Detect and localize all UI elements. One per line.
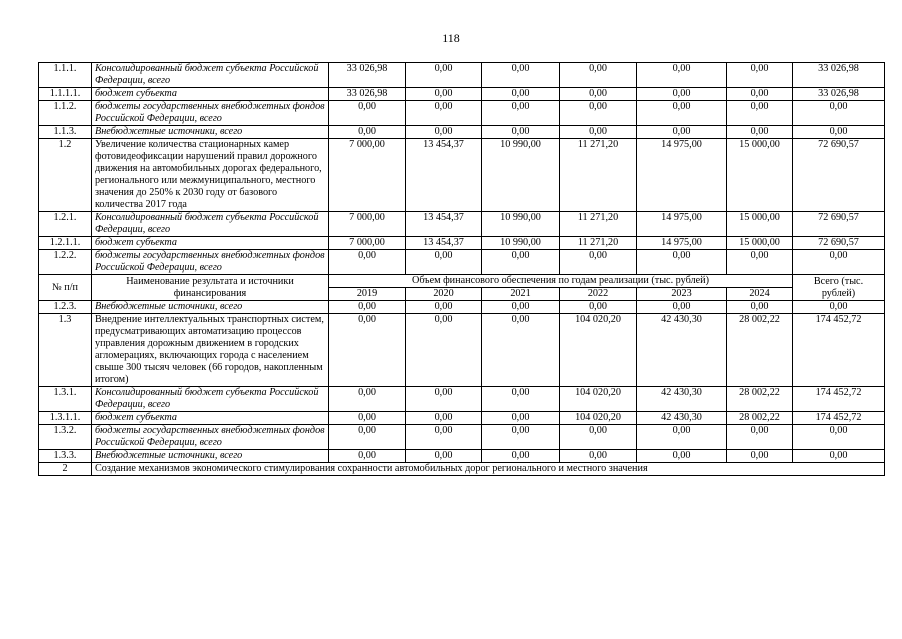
- row-value: 0,00: [406, 101, 482, 126]
- row-value: 13 454,37: [406, 237, 482, 250]
- row-value: 0,00: [406, 301, 482, 314]
- row-value: 42 430,30: [637, 314, 727, 387]
- header-num: № п/п: [39, 275, 92, 301]
- row-value: 0,00: [637, 101, 727, 126]
- row-value: 33 026,98: [329, 88, 406, 101]
- row-value: 0,00: [329, 425, 406, 450]
- row-value: 0,00: [637, 301, 727, 314]
- header-row-1: [39, 275, 885, 288]
- row-name: бюджет субъекта: [92, 412, 329, 425]
- header-volume: Объем финансового обеспечения по годам реализации (тыс. рублей): [329, 275, 793, 288]
- row-value: 13 454,37: [406, 212, 482, 237]
- row-value: 0,00: [482, 101, 560, 126]
- row-number: 1.1.1.1.: [39, 88, 92, 101]
- row-value: 0,00: [560, 250, 637, 275]
- row-number: 1.2.1.: [39, 212, 92, 237]
- page-number: 118: [442, 31, 460, 45]
- row-value: 0,00: [727, 126, 793, 139]
- table-row: [39, 63, 885, 88]
- row-value: 15 000,00: [727, 237, 793, 250]
- row-name: бюджеты государственных внебюджетных фондов Российской Федерации, всего: [92, 101, 329, 126]
- row-total: 0,00: [793, 250, 885, 275]
- row-value: 28 002,22: [727, 387, 793, 412]
- row-total: 174 452,72: [793, 314, 885, 387]
- row-value: 0,00: [329, 126, 406, 139]
- row-value: 0,00: [482, 63, 560, 88]
- table-row: [39, 412, 885, 425]
- row-value: 0,00: [727, 88, 793, 101]
- row-value: 0,00: [406, 412, 482, 425]
- row-value: 0,00: [406, 63, 482, 88]
- row-value: 0,00: [406, 250, 482, 275]
- row-value: 0,00: [727, 450, 793, 463]
- row-total: 0,00: [793, 425, 885, 450]
- row-value: 10 990,00: [482, 237, 560, 250]
- row-total: 174 452,72: [793, 412, 885, 425]
- row-number: 1.1.3.: [39, 126, 92, 139]
- row-name: Внебюджетные источники, всего: [92, 450, 329, 463]
- table-row: [39, 212, 885, 237]
- header-year: 2024: [727, 288, 793, 301]
- row-value: 0,00: [727, 301, 793, 314]
- row-name: бюджет субъекта: [92, 237, 329, 250]
- row-value: 0,00: [329, 314, 406, 387]
- row-value: 0,00: [560, 301, 637, 314]
- row-value: 7 000,00: [329, 237, 406, 250]
- table-body-bottom: [39, 301, 885, 463]
- row-total: 33 026,98: [793, 63, 885, 88]
- row-total: 0,00: [793, 450, 885, 463]
- row-value: 11 271,20: [560, 212, 637, 237]
- row-value: 104 020,20: [560, 412, 637, 425]
- row-value: 0,00: [406, 387, 482, 412]
- row-number: 1.1.1.: [39, 63, 92, 88]
- table-row: [39, 101, 885, 126]
- header-year: 2023: [637, 288, 727, 301]
- row-name: Консолидированный бюджет субъекта Российской Федерации, всего: [92, 212, 329, 237]
- row-value: 14 975,00: [637, 212, 727, 237]
- table-row: [39, 314, 885, 387]
- row-name: Консолидированный бюджет субъекта Российской Федерации, всего: [92, 63, 329, 88]
- row-value: 0,00: [560, 126, 637, 139]
- table-row: [39, 387, 885, 412]
- table-row: [39, 301, 885, 314]
- row-value: 14 975,00: [637, 237, 727, 250]
- row-name: Увеличение количества стационарных камер фотовидеофиксации нарушений правил дорожного движения на автомобильных дорогах федерального, регионального или межмуниципального, местного значения до 250% к 2030 году от базового количества 2017 года: [92, 139, 329, 212]
- row-number: 1.2.3.: [39, 301, 92, 314]
- row-number: 1.3.1.1.: [39, 412, 92, 425]
- row-value: 0,00: [329, 250, 406, 275]
- row-value: 0,00: [406, 425, 482, 450]
- row-name: бюджеты государственных внебюджетных фондов Российской Федерации, всего: [92, 425, 329, 450]
- row-value: 0,00: [482, 450, 560, 463]
- row-value: 0,00: [329, 301, 406, 314]
- row-name: бюджет субъекта: [92, 88, 329, 101]
- row-value: 7 000,00: [329, 139, 406, 212]
- row-value: 15 000,00: [727, 139, 793, 212]
- row-name: Внедрение интеллектуальных транспортных систем, предусматривающих автоматизацию процессов управления дорожным движением в городских агломерациях, включающих города с населением свыше 300 тысяч человек (66 городов, накопленным итогом): [92, 314, 329, 387]
- row-value: 0,00: [406, 450, 482, 463]
- row-value: 0,00: [482, 387, 560, 412]
- row-number: 1.3.2.: [39, 425, 92, 450]
- table-header: [39, 275, 885, 301]
- row-total: 174 452,72: [793, 387, 885, 412]
- row-value: 0,00: [482, 88, 560, 101]
- row-value: 0,00: [637, 250, 727, 275]
- row-value: 0,00: [727, 101, 793, 126]
- row-number: 1.1.2.: [39, 101, 92, 126]
- row-number: 1.3: [39, 314, 92, 387]
- row-value: 104 020,20: [560, 387, 637, 412]
- row-number: 1.2.1.1.: [39, 237, 92, 250]
- row-total: 33 026,98: [793, 88, 885, 101]
- section-row: [39, 463, 885, 476]
- row-value: 0,00: [482, 412, 560, 425]
- row-name: бюджеты государственных внебюджетных фондов Российской Федерации, всего: [92, 250, 329, 275]
- row-value: 0,00: [727, 425, 793, 450]
- row-value: 0,00: [329, 412, 406, 425]
- row-value: 0,00: [560, 101, 637, 126]
- section-title: Создание механизмов экономического стимулирования сохранности автомобильных дорог регионального и местного значения: [92, 463, 885, 476]
- table-row: [39, 139, 885, 212]
- row-number: 1.3.3.: [39, 450, 92, 463]
- table-body-top: [39, 63, 885, 275]
- header-year: 2021: [482, 288, 560, 301]
- header-name: Наименование результата и источники финансирования: [92, 275, 329, 301]
- row-value: 42 430,30: [637, 387, 727, 412]
- row-value: 33 026,98: [329, 63, 406, 88]
- row-value: 0,00: [406, 126, 482, 139]
- row-value: 0,00: [329, 101, 406, 126]
- header-year: 2019: [329, 288, 406, 301]
- row-value: 28 002,22: [727, 412, 793, 425]
- row-value: 0,00: [482, 314, 560, 387]
- table-row: [39, 450, 885, 463]
- row-value: 7 000,00: [329, 212, 406, 237]
- row-value: 0,00: [637, 63, 727, 88]
- row-total: 72 690,57: [793, 237, 885, 250]
- table-row: [39, 425, 885, 450]
- row-total: 72 690,57: [793, 212, 885, 237]
- row-value: 104 020,20: [560, 314, 637, 387]
- row-value: 13 454,37: [406, 139, 482, 212]
- row-value: 0,00: [637, 450, 727, 463]
- row-total: 0,00: [793, 301, 885, 314]
- row-value: 0,00: [560, 88, 637, 101]
- row-number: 1.2.2.: [39, 250, 92, 275]
- table-row: [39, 237, 885, 250]
- row-value: 0,00: [482, 126, 560, 139]
- header-year: 2022: [560, 288, 637, 301]
- row-value: 0,00: [406, 314, 482, 387]
- row-value: 0,00: [406, 88, 482, 101]
- table-row: [39, 126, 885, 139]
- row-name: Внебюджетные источники, всего: [92, 301, 329, 314]
- row-number: 1.3.1.: [39, 387, 92, 412]
- row-value: 0,00: [727, 63, 793, 88]
- section-number: 2: [39, 463, 92, 476]
- row-value: 10 990,00: [482, 212, 560, 237]
- row-name: Консолидированный бюджет субъекта Российской Федерации, всего: [92, 387, 329, 412]
- row-value: 0,00: [482, 425, 560, 450]
- header-total: Всего (тыс. рублей): [793, 275, 885, 301]
- row-value: 0,00: [637, 88, 727, 101]
- row-value: 0,00: [637, 126, 727, 139]
- row-name: Внебюджетные источники, всего: [92, 126, 329, 139]
- row-value: 0,00: [560, 425, 637, 450]
- row-value: 0,00: [727, 250, 793, 275]
- row-value: 0,00: [560, 450, 637, 463]
- header-year: 2020: [406, 288, 482, 301]
- row-value: 0,00: [560, 63, 637, 88]
- table-section: [39, 463, 885, 476]
- row-value: 11 271,20: [560, 237, 637, 250]
- row-value: 0,00: [637, 425, 727, 450]
- row-value: 0,00: [482, 301, 560, 314]
- row-total: 72 690,57: [793, 139, 885, 212]
- row-value: 0,00: [482, 250, 560, 275]
- budget-table: [38, 62, 885, 476]
- row-value: 15 000,00: [727, 212, 793, 237]
- row-value: 0,00: [329, 450, 406, 463]
- row-value: 42 430,30: [637, 412, 727, 425]
- row-value: 14 975,00: [637, 139, 727, 212]
- row-total: 0,00: [793, 126, 885, 139]
- row-total: 0,00: [793, 101, 885, 126]
- row-value: 11 271,20: [560, 139, 637, 212]
- table-row: [39, 250, 885, 275]
- row-value: 10 990,00: [482, 139, 560, 212]
- table-row: [39, 88, 885, 101]
- row-value: 28 002,22: [727, 314, 793, 387]
- row-value: 0,00: [329, 387, 406, 412]
- row-number: 1.2: [39, 139, 92, 212]
